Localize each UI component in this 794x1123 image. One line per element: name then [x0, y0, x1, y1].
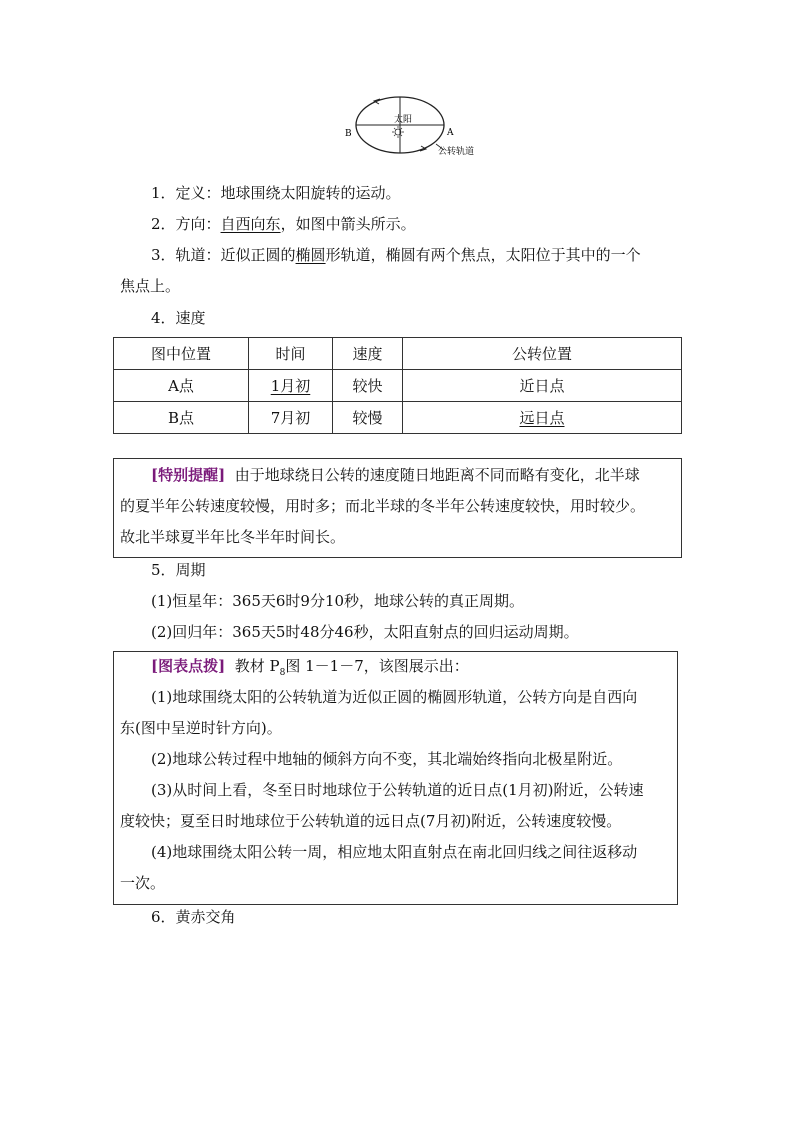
figure-note-p4-line1: (4)地球围绕太阳公转一周，相应地太阳直射点在南北回归线之间往返移动 [151, 843, 638, 861]
cell-orbit-position: 近日点 [403, 370, 682, 402]
cell-speed [333, 402, 403, 434]
header-time: 时间 [249, 338, 333, 370]
tip-line-1 [151, 465, 640, 485]
orbit-diagram [340, 86, 490, 158]
header-speed: 速度 [333, 338, 403, 370]
period-title: 5．周期 [151, 561, 206, 579]
figure-note-intro-pre: 教材 P [234, 657, 280, 675]
figure-note-intro-post: 图 1－1－7，该图展示出： [285, 657, 469, 675]
tropical-year: (2)回归年：365天5时48分46秒，太阳直射点的回归运动周期。 [151, 623, 579, 641]
sidereal-year: (1)恒星年：365天6时9分10秒，地球公转的真正周期。 [151, 592, 525, 610]
figure-note-p3-line1: (3)从时间上看，冬至日时地球位于公转轨道的近日点(1月初)附近，公转速 [151, 781, 644, 799]
sun-icon [392, 126, 404, 138]
sun-label: 太阳 [394, 115, 413, 125]
figure-note-intro-sub: 8 [279, 668, 286, 678]
tip-line-3: 故北半球夏半年比冬半年时间长。 [120, 528, 346, 546]
orbit-prefix: 3．轨道：近似正圆的 [151, 246, 296, 264]
tip-line-2: 的夏半年公转速度较慢，用时多；而北半球的冬半年公转速度较快，用时较少。 [120, 497, 646, 515]
obliquity-title: 6．黄赤交角 [151, 908, 236, 926]
cell-position: A点 [114, 370, 249, 402]
direction-line [151, 214, 416, 234]
cell-position: B点 [114, 402, 249, 434]
speed-title: 4．速度 [151, 309, 206, 327]
orbit-answer: 椭圆 [295, 246, 326, 264]
figure-note-p2: (2)地球公转过程中地轴的倾斜方向不变，其北端始终指向北极星附近。 [151, 750, 623, 768]
orbit-line [151, 245, 641, 265]
orbit-label: 公转轨道 [438, 147, 475, 157]
figure-note-p1-line2: 东(图中呈逆时针方向)。 [120, 719, 282, 737]
direction-answer: 自西向东 [220, 215, 281, 233]
figure-note-intro [151, 656, 469, 683]
figure-note-tag: [图表点拨] [151, 657, 226, 675]
cell-orbit-position [403, 402, 682, 434]
definition-line: 1．定义：地球围绕太阳旋转的运动。 [151, 184, 401, 202]
direction-prefix: 2．方向： [151, 215, 221, 233]
figure-note-p1-line1: (1)地球围绕太阳的公转轨道为近似正圆的椭圆形轨道，公转方向是自西向 [151, 688, 638, 706]
table-row [114, 370, 682, 402]
cell-time [249, 370, 333, 402]
table-row [114, 402, 682, 434]
table-header-row [114, 338, 682, 370]
cell-time: 7月初 [249, 402, 333, 434]
tip-text-1: 由于地球绕日公转的速度随日地距离不同而略有变化，北半球 [234, 466, 640, 484]
header-position: 图中位置 [114, 338, 249, 370]
orbit-suffix: 形轨道，椭圆有两个焦点，太阳位于其中的一个 [325, 246, 641, 264]
cell-speed: 较快 [333, 370, 403, 402]
tip-tag: [特别提醒] [151, 466, 226, 484]
point-a-label: A [447, 128, 454, 138]
orbit-line-continued: 焦点上。 [120, 277, 181, 295]
header-orbit-position: 公转位置 [403, 338, 682, 370]
figure-note-p4-line2: 一次。 [120, 874, 166, 892]
direction-suffix: ，如图中箭头所示。 [280, 215, 416, 233]
cell-time-answer: 1月初 [270, 376, 311, 395]
point-b-label: B [345, 129, 352, 139]
cell-speed-text: 较慢 [352, 408, 383, 427]
figure-note-p3-line2: 度较快；夏至日时地球位于公转轨道的远日点(7月初)附近，公转速度较慢。 [120, 812, 622, 830]
cell-orbit-answer: 远日点 [519, 408, 565, 427]
speed-table [113, 337, 682, 434]
